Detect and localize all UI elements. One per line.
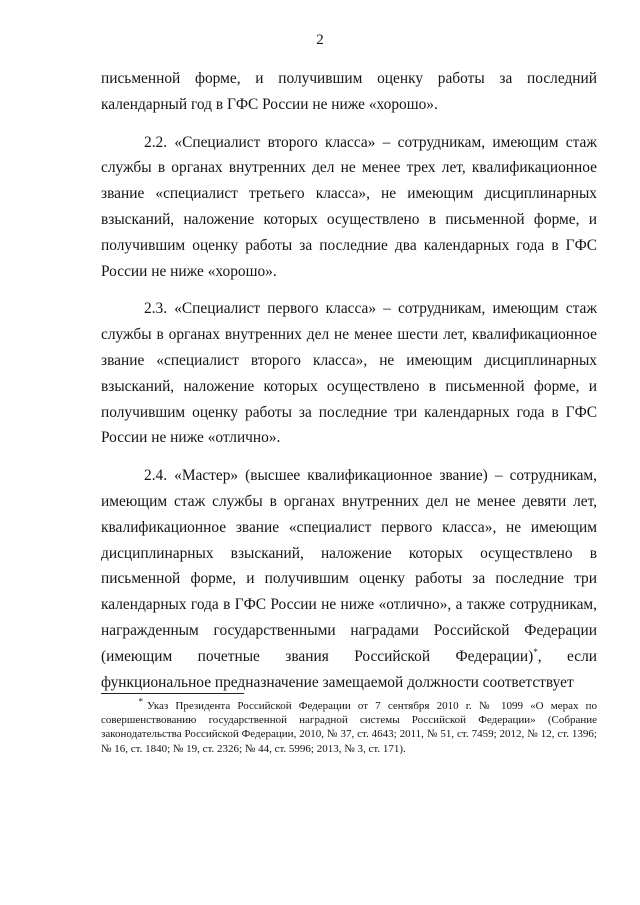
footnote-reference: *	[533, 646, 538, 657]
footnote-text: Указ Президента Российской Федерации от 7 сентября 2010 г. № 1099 «О мерах по совершенствованию государственной наградной системы Российской Федерации» (Собрание законодательства Российской Федерации, 2010, № 37, ст. 4643; 2011, № 51, ст. 7459; 2012, № 12, ст. 1396; № 16, ст. 1840; № 19, ст. 2326; № 44, ст. 5996; 2013, № 3, ст. 171).	[101, 700, 597, 755]
paragraph-2-4	[101, 463, 597, 695]
footnote-mark: *	[138, 696, 143, 707]
paragraph-2-4-tail: , если функциональное предназначение замещаемой должности соответствует	[101, 647, 597, 691]
page-number: 2	[316, 32, 324, 48]
document-body	[101, 66, 597, 695]
paragraph-2-3: 2.3. «Специалист первого класса» – сотрудникам, имеющим стаж службы в органах внутренних дел не менее шести лет, квалификационное звание «специалист второго класса», не имеющим дисциплинарных взысканий, наложение которых осуществлено в письменной форме, и получившим оценку работы за последние три календарных года в ГФС России не ниже «отлично».	[101, 300, 597, 447]
footnote	[101, 696, 597, 756]
paragraph-2-2: 2.2. «Специалист второго класса» – сотрудникам, имеющим стаж службы в органах внутренних дел не менее трех лет, квалификационное звание «специалист третьего класса», не имеющим дисциплинарных взысканий, наложение которых осуществлено в письменной форме, и получившим оценку работы за последние два календарных года в ГФС России не ниже «хорошо».	[101, 133, 597, 280]
paragraph-continuation: письменной форме, и получившим оценку работы за последний календарный год в ГФС России не ниже «хорошо».	[101, 70, 597, 113]
paragraph-2-4-text: 2.4. «Мастер» (высшее квалификационное звание) – сотрудникам, имеющим стаж службы в органах внутренних дел не менее девяти лет, квалификационное звание «специалист первого класса», не имеющим дисциплинарных взысканий, наложение которых осуществлено в письменной форме, и получившим оценку работы за последние три календарных года в ГФС России не ниже «отлично», а также сотрудникам, награжденным государственными наградами Российской Федерации (имеющим почетные звания Российской Федерации)	[101, 467, 597, 665]
footnote-divider	[101, 693, 244, 694]
